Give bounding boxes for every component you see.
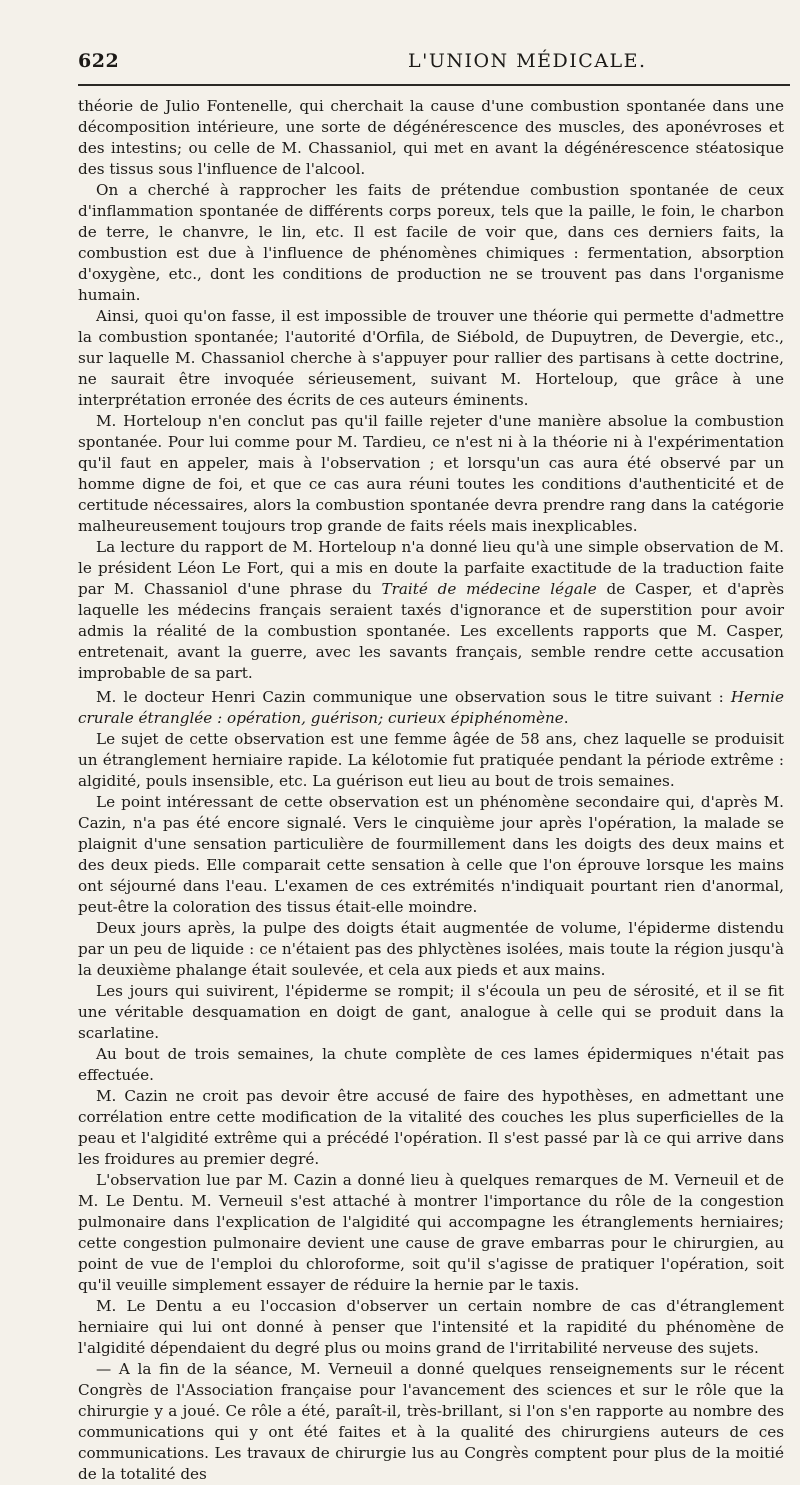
paragraph: L'observation lue par M. Cazin a donné lieu à quelques remarques de M. Verneuil et de M. Le Dentu. M. Verneuil s'est attaché à montrer l'importance du rôle de la congestion pulmonaire dans l'explication de l'algidité qui accompagne les étranglements herniaires; cette congestion pulmonaire devient une cause de grave embarras pour le chirurgien, au point de vue de l'emploi du chloroforme, soit qu'il s'agisse de pratiquer l'opération, soit qu'il veuille simplement essayer de réduire la hernie par le taxis. (78, 1171, 784, 1294)
paragraph: M. Le Dentu a eu l'occasion d'observer un certain nombre de cas d'étranglement herniaire qui lui ont donné à penser que l'intensité et la rapidité du phénomène de l'algidité dépendaient du degré plus ou moins grand de l'irritabilité nerveuse des sujets. (78, 1297, 784, 1357)
journal-title: L'UNION MÉDICALE. (408, 50, 647, 72)
paragraph: Les jours qui suivirent, l'épiderme se rompit; il s'écoula un peu de sérosité, et il se fit une véritable desquamation en doigt de gant, analogue à celle qui se produit dans la scarlatine. (78, 982, 784, 1042)
paragraph-communication-title: M. le docteur Henri Cazin communique une observation sous le titre suivant : Hernie crurale étranglée : opération, guérison; curieux épiphénomène. (78, 688, 784, 727)
paragraph: On a cherché à rapprocher les faits de prétendue combustion spontanée de ceux d'inflammation spontanée de différents corps poreux, tels que la paille, le foin, le charbon de terre, le chanvre, le lin, etc. Il est facile de voir que, dans ces derniers faits, la combustion est due à l'influence de phénomènes chimiques : fermentation, absorption d'oxygène, etc., dont les conditions de production ne se trouvent pas dans l'organisme humain. (78, 181, 784, 304)
paragraph: Ainsi, quoi qu'on fasse, il est impossible de trouver une théorie qui permette d'admettre la combustion spontanée; l'autorité d'Orfila, de Siébold, de Dupuytren, de Devergie, etc., sur laquelle M. Chassaniol cherche à s'appuyer pour rallier des partisans à cette doctrine, ne saurait être invoquée sérieusement, suivant M. Horteloup, que grâce à une interprétation erronée des écrits de ces auteurs éminents. (78, 307, 784, 409)
paragraph: Au bout de trois semaines, la chute complète de ces lames épidermiques n'était pas effectuée. (78, 1045, 784, 1084)
paragraph: La lecture du rapport de M. Horteloup n'a donné lieu qu'à une simple observation de M. le président Léon Le Fort, qui a mis en doute la parfaite exactitude de la traduction faite par M. Chassaniol d'une phrase du Traité de médecine légale de Casper, et d'après laquelle les médecins français seraient taxés d'ignorance et de superstition pour avoir admis la réalité de la combustion spontanée. Les excellents rapports que M. Casper, entretenait, avant la guerre, avec les savants français, semble rendre cette accusation improbable de sa part. (78, 538, 784, 682)
paragraph: M. Cazin ne croit pas devoir être accusé de faire des hypothèses, en admettant une corrélation entre cette modification de la vitalité des couches les plus superficielles de la peau et l'algidité extrême qui a précédé l'opération. Il s'est passé par là ce qui arrive dans les froidures au premier degré. (78, 1087, 784, 1168)
paragraph: Le sujet de cette observation est une femme âgée de 58 ans, chez laquelle se produisit un étranglement herniaire rapide. La kélotomie fut pratiquée pendant la période extrême : algidité, pouls insensible, etc. La guérison eut lieu au bout de trois semaines. (78, 730, 784, 790)
paragraph: Deux jours après, la pulpe des doigts était augmentée de volume, l'épiderme distendu par un peu de liquide : ce n'étaient pas des phlyctènes isolées, mais toute la région jusqu'à la deuxième phalange était soulevée, et cela aux pieds et aux mains. (78, 919, 784, 979)
page-header (78, 50, 784, 80)
article-body (78, 96, 784, 1485)
page-number: 622 (78, 50, 120, 72)
header-rule (78, 84, 790, 86)
paragraph: Le point intéressant de cette observation est un phénomène secondaire qui, d'après M. Cazin, n'a pas été encore signalé. Vers le cinquième jour après l'opération, la malade se plaignit d'une sensation particulière de fourmillement dans les doigts des deux mains et des deux pieds. Elle comparait cette sensation à celle que l'on éprouve lorsque les mains ont séjourné dans l'eau. L'examen de ces extrémités n'indiquait pourtant rien d'anormal, peut-être la coloration des tissus était-elle moindre. (78, 793, 784, 916)
paragraph: M. Horteloup n'en conclut pas qu'il faille rejeter d'une manière absolue la combustion spontanée. Pour lui comme pour M. Tardieu, ce n'est ni à la théorie ni à l'expérimentation qu'il faut en appeler, mais à l'observation ; et lorsqu'un cas aura été observé par un homme digne de foi, et que ce cas aura réuni toutes les conditions d'authenticité et de certitude nécessaires, alors la combustion spontanée devra prendre rang dans la catégorie malheureusement toujours trop grande de faits réels mais inexplicables. (78, 412, 784, 535)
paragraph: — A la fin de la séance, M. Verneuil a donné quelques renseignements sur le récent Congrès de l'Association française pour l'avancement des sciences et sur le rôle que la chirurgie y a joué. Ce rôle a été, paraît-il, très-brillant, si l'on s'en rapporte au nombre des communications qui y ont été faites et à la qualité des chirurgiens auteurs de ces communications. Les travaux de chirurgie lus au Congrès comptent pour plus de la moitié de la totalité des (78, 1360, 784, 1483)
paragraph: théorie de Julio Fontenelle, qui cherchait la cause d'une combustion spontanée dans une décomposition intérieure, une sorte de dégénérescence des muscles, des aponévroses et des intestins; ou celle de M. Chassaniol, qui met en avant la dégénérescence stéatosique des tissus sous l'influence de l'alcool. (78, 97, 784, 178)
